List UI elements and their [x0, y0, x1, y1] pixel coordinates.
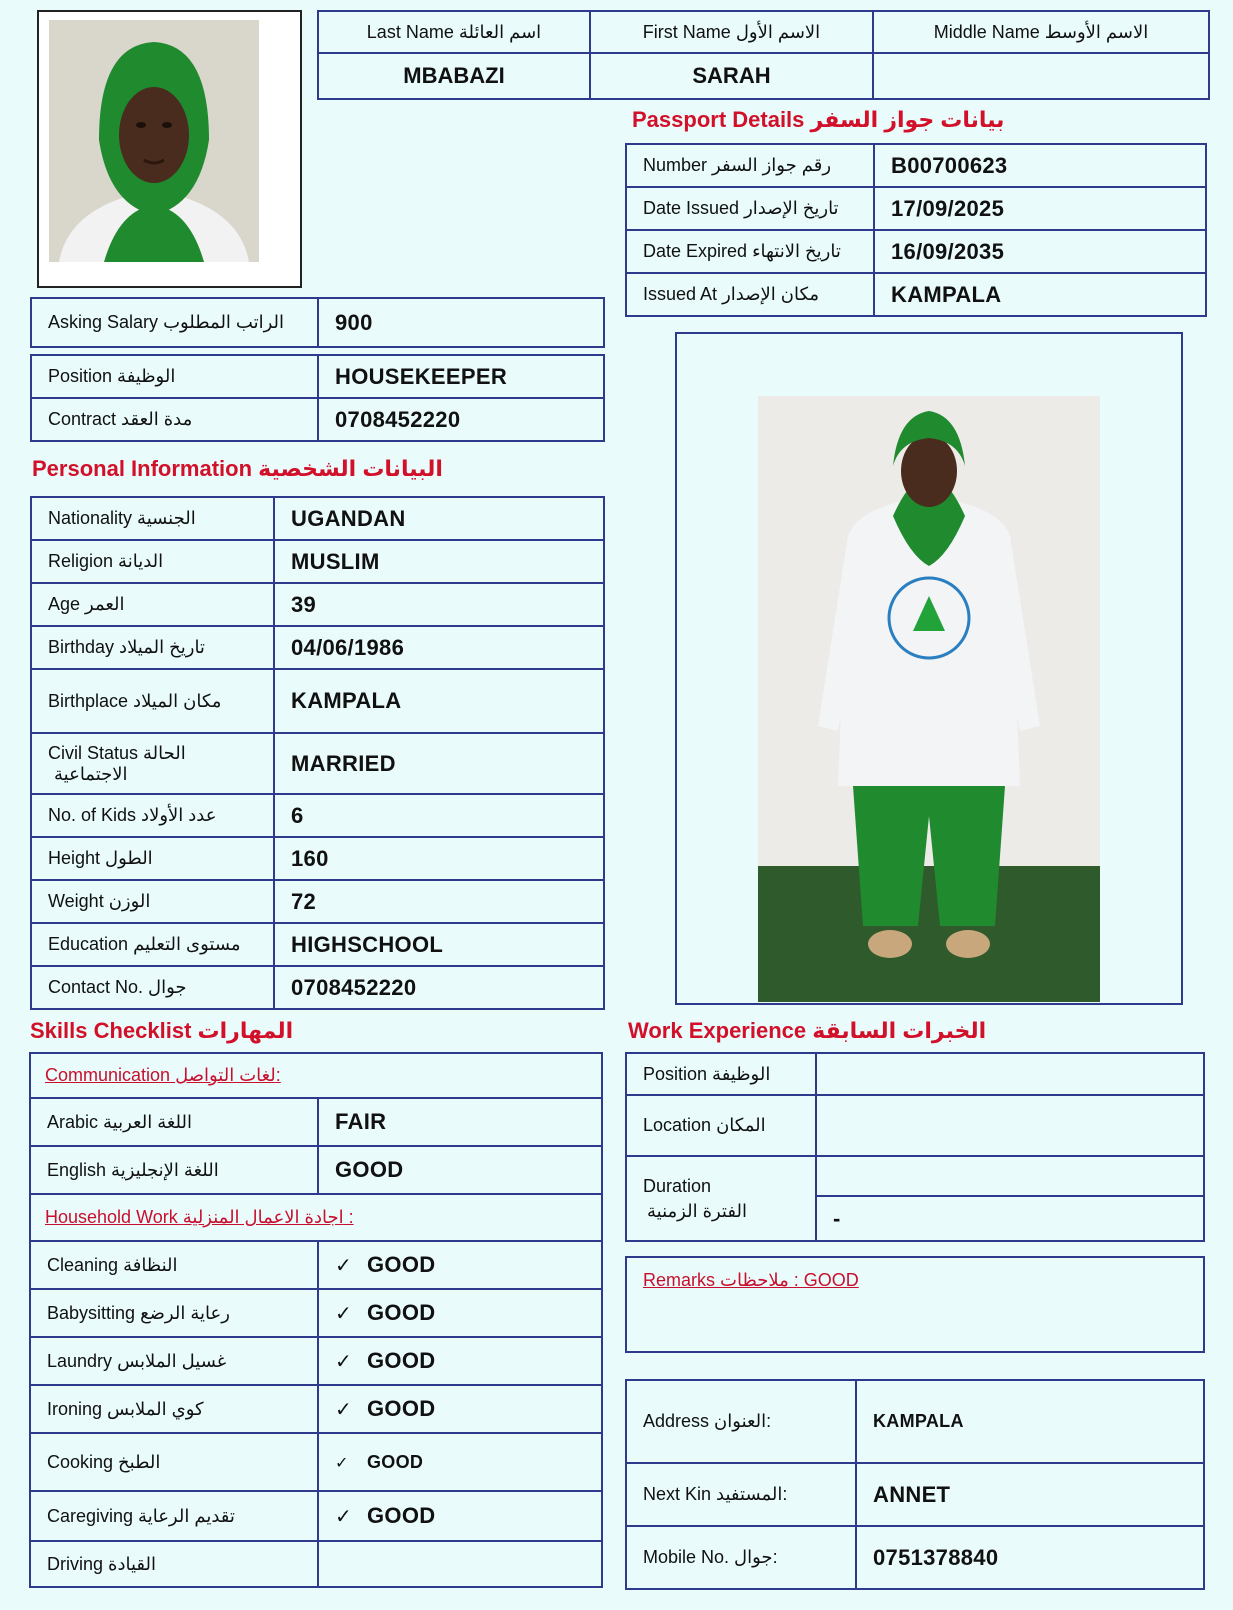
civil-status-label [31, 733, 274, 794]
kids-value: 6 [274, 794, 604, 837]
salary-value: 900 [318, 298, 604, 347]
check-icon: ✓ [335, 1399, 353, 1421]
ironing-label: Ironing كوي الملابس [30, 1385, 318, 1433]
birthday-value: 04/06/1986 [274, 626, 604, 669]
cleaning-cell [318, 1241, 602, 1289]
arabic-value: FAIR [318, 1098, 602, 1146]
address-label: Address العنوان: [626, 1380, 856, 1463]
full-photo-frame [675, 332, 1183, 1005]
cooking-label: Cooking الطبخ [30, 1433, 318, 1491]
remarks-text: Remarks ملاحظات : GOOD [643, 1270, 859, 1290]
exp-duration-label [626, 1156, 816, 1241]
position-value: HOUSEKEEPER [318, 355, 604, 398]
civil-status-value: MARRIED [274, 733, 604, 794]
household-subhead-text: Household Work اجادة الاعمال المنزلية : [45, 1207, 354, 1227]
passport-expired-value: 16/09/2035 [874, 230, 1206, 273]
name-table [317, 10, 1210, 100]
birthplace-value: KAMPALA [274, 669, 604, 733]
last-name-value: MBABAZI [318, 53, 590, 99]
next-kin-label: Next Kin المستفيد: [626, 1463, 856, 1526]
contract-label: Contract مدة العقد [31, 398, 318, 441]
laundry-label: Laundry غسيل الملابس [30, 1337, 318, 1385]
weight-label: Weight الوزن [31, 880, 274, 923]
passport-issued-at-value: KAMPALA [874, 273, 1206, 316]
exp-location-value [816, 1095, 1204, 1156]
communication-subhead-text: Communication لغات التواصل: [45, 1065, 281, 1085]
salary-table [30, 297, 605, 348]
experience-table [625, 1052, 1205, 1242]
check-icon: ✓ [335, 1454, 349, 1472]
full-body-photo [758, 396, 1100, 1002]
age-label: Age العمر [31, 583, 274, 626]
babysitting-cell [318, 1289, 602, 1337]
portrait-photo-frame [37, 10, 302, 288]
kids-label: No. of Kids عدد الأولاد [31, 794, 274, 837]
driving-label: Driving القيادة [30, 1541, 318, 1587]
skills-section-title: Skills Checklist المهارات [30, 1018, 294, 1043]
passport-issued-at-label: Issued At مكان الإصدار [626, 273, 874, 316]
household-subhead [30, 1194, 602, 1241]
nationality-value: UGANDAN [274, 497, 604, 540]
age-value: 39 [274, 583, 604, 626]
babysitting-value: GOOD [367, 1300, 436, 1325]
salary-label: Asking Salary الراتب المطلوب [31, 298, 318, 347]
passport-expired-label: Date Expired تاريخ الانتهاء [626, 230, 874, 273]
contact-table [625, 1379, 1205, 1590]
passport-number-value: B00700623 [874, 144, 1206, 187]
ironing-value: GOOD [367, 1396, 436, 1421]
personal-table [30, 496, 605, 1010]
contact-no-value: 0708452220 [274, 966, 604, 1009]
portrait-photo [49, 20, 259, 262]
nationality-label: Nationality الجنسية [31, 497, 274, 540]
exp-duration-label-line2: الفترة الزمنية [647, 1200, 747, 1221]
communication-subhead [30, 1053, 602, 1098]
exp-duration-top [816, 1156, 1204, 1196]
arabic-label: Arabic اللغة العربية [30, 1098, 318, 1146]
passport-issued-value: 17/09/2025 [874, 187, 1206, 230]
position-table [30, 354, 605, 442]
driving-value [318, 1541, 602, 1587]
skills-table [29, 1052, 603, 1588]
experience-section-title: Work Experience الخبرات السابقة [628, 1018, 987, 1043]
laundry-cell [318, 1337, 602, 1385]
mobile-value: 0751378840 [856, 1526, 1204, 1589]
cooking-value: GOOD [367, 1451, 424, 1472]
exp-duration-label-line1: Duration [643, 1175, 712, 1196]
check-icon: ✓ [335, 1351, 353, 1373]
religion-value: MUSLIM [274, 540, 604, 583]
personal-section-title: Personal Information البيانات الشخصية [32, 456, 443, 481]
education-value: HIGHSCHOOL [274, 923, 604, 966]
education-label: Education مستوى التعليم [31, 923, 274, 966]
weight-value: 72 [274, 880, 604, 923]
caregiving-value: GOOD [367, 1503, 436, 1528]
check-icon: ✓ [335, 1303, 353, 1325]
contract-value: 0708452220 [318, 398, 604, 441]
next-kin-value: ANNET [856, 1463, 1204, 1526]
exp-duration-value: - [816, 1196, 1204, 1241]
birthplace-label: Birthplace مكان الميلاد [31, 669, 274, 733]
exp-position-label: Position الوظيفة [626, 1053, 816, 1095]
remarks-box [625, 1256, 1205, 1353]
cleaning-value: GOOD [367, 1252, 436, 1277]
english-value: GOOD [318, 1146, 602, 1194]
check-icon: ✓ [335, 1506, 353, 1528]
caregiving-cell [318, 1491, 602, 1541]
first-name-label: First Name الاسم الأول [590, 11, 873, 53]
position-label: Position الوظيفة [31, 355, 318, 398]
passport-issued-label: Date Issued تاريخ الإصدار [626, 187, 874, 230]
civil-status-label-line1: Civil Status الحالة [48, 742, 186, 763]
last-name-label: Last Name اسم العائلة [318, 11, 590, 53]
cleaning-label: Cleaning النظافة [30, 1241, 318, 1289]
height-label: Height الطول [31, 837, 274, 880]
height-value: 160 [274, 837, 604, 880]
exp-position-value [816, 1053, 1204, 1095]
laundry-value: GOOD [367, 1348, 436, 1373]
first-name-value: SARAH [590, 53, 873, 99]
check-icon: ✓ [335, 1255, 353, 1277]
address-value: KAMPALA [856, 1380, 1204, 1463]
middle-name-label: Middle Name الاسم الأوسط [873, 11, 1209, 53]
passport-table [625, 143, 1207, 317]
middle-name-value [873, 53, 1209, 99]
cooking-cell [318, 1433, 602, 1491]
english-label: English اللغة الإنجليزية [30, 1146, 318, 1194]
passport-number-label: Number رقم جواز السفر [626, 144, 874, 187]
mobile-label: Mobile No. جوال: [626, 1526, 856, 1589]
exp-location-label: Location المكان [626, 1095, 816, 1156]
religion-label: Religion الديانة [31, 540, 274, 583]
caregiving-label: Caregiving تقديم الرعاية [30, 1491, 318, 1541]
passport-section-title: Passport Details بيانات جواز السفر [632, 107, 1005, 132]
babysitting-label: Babysitting رعاية الرضع [30, 1289, 318, 1337]
birthday-label: Birthday تاريخ الميلاد [31, 626, 274, 669]
civil-status-label-line2: الاجتماعية [54, 763, 128, 784]
ironing-cell [318, 1385, 602, 1433]
contact-no-label: Contact No. جوال [31, 966, 274, 1009]
